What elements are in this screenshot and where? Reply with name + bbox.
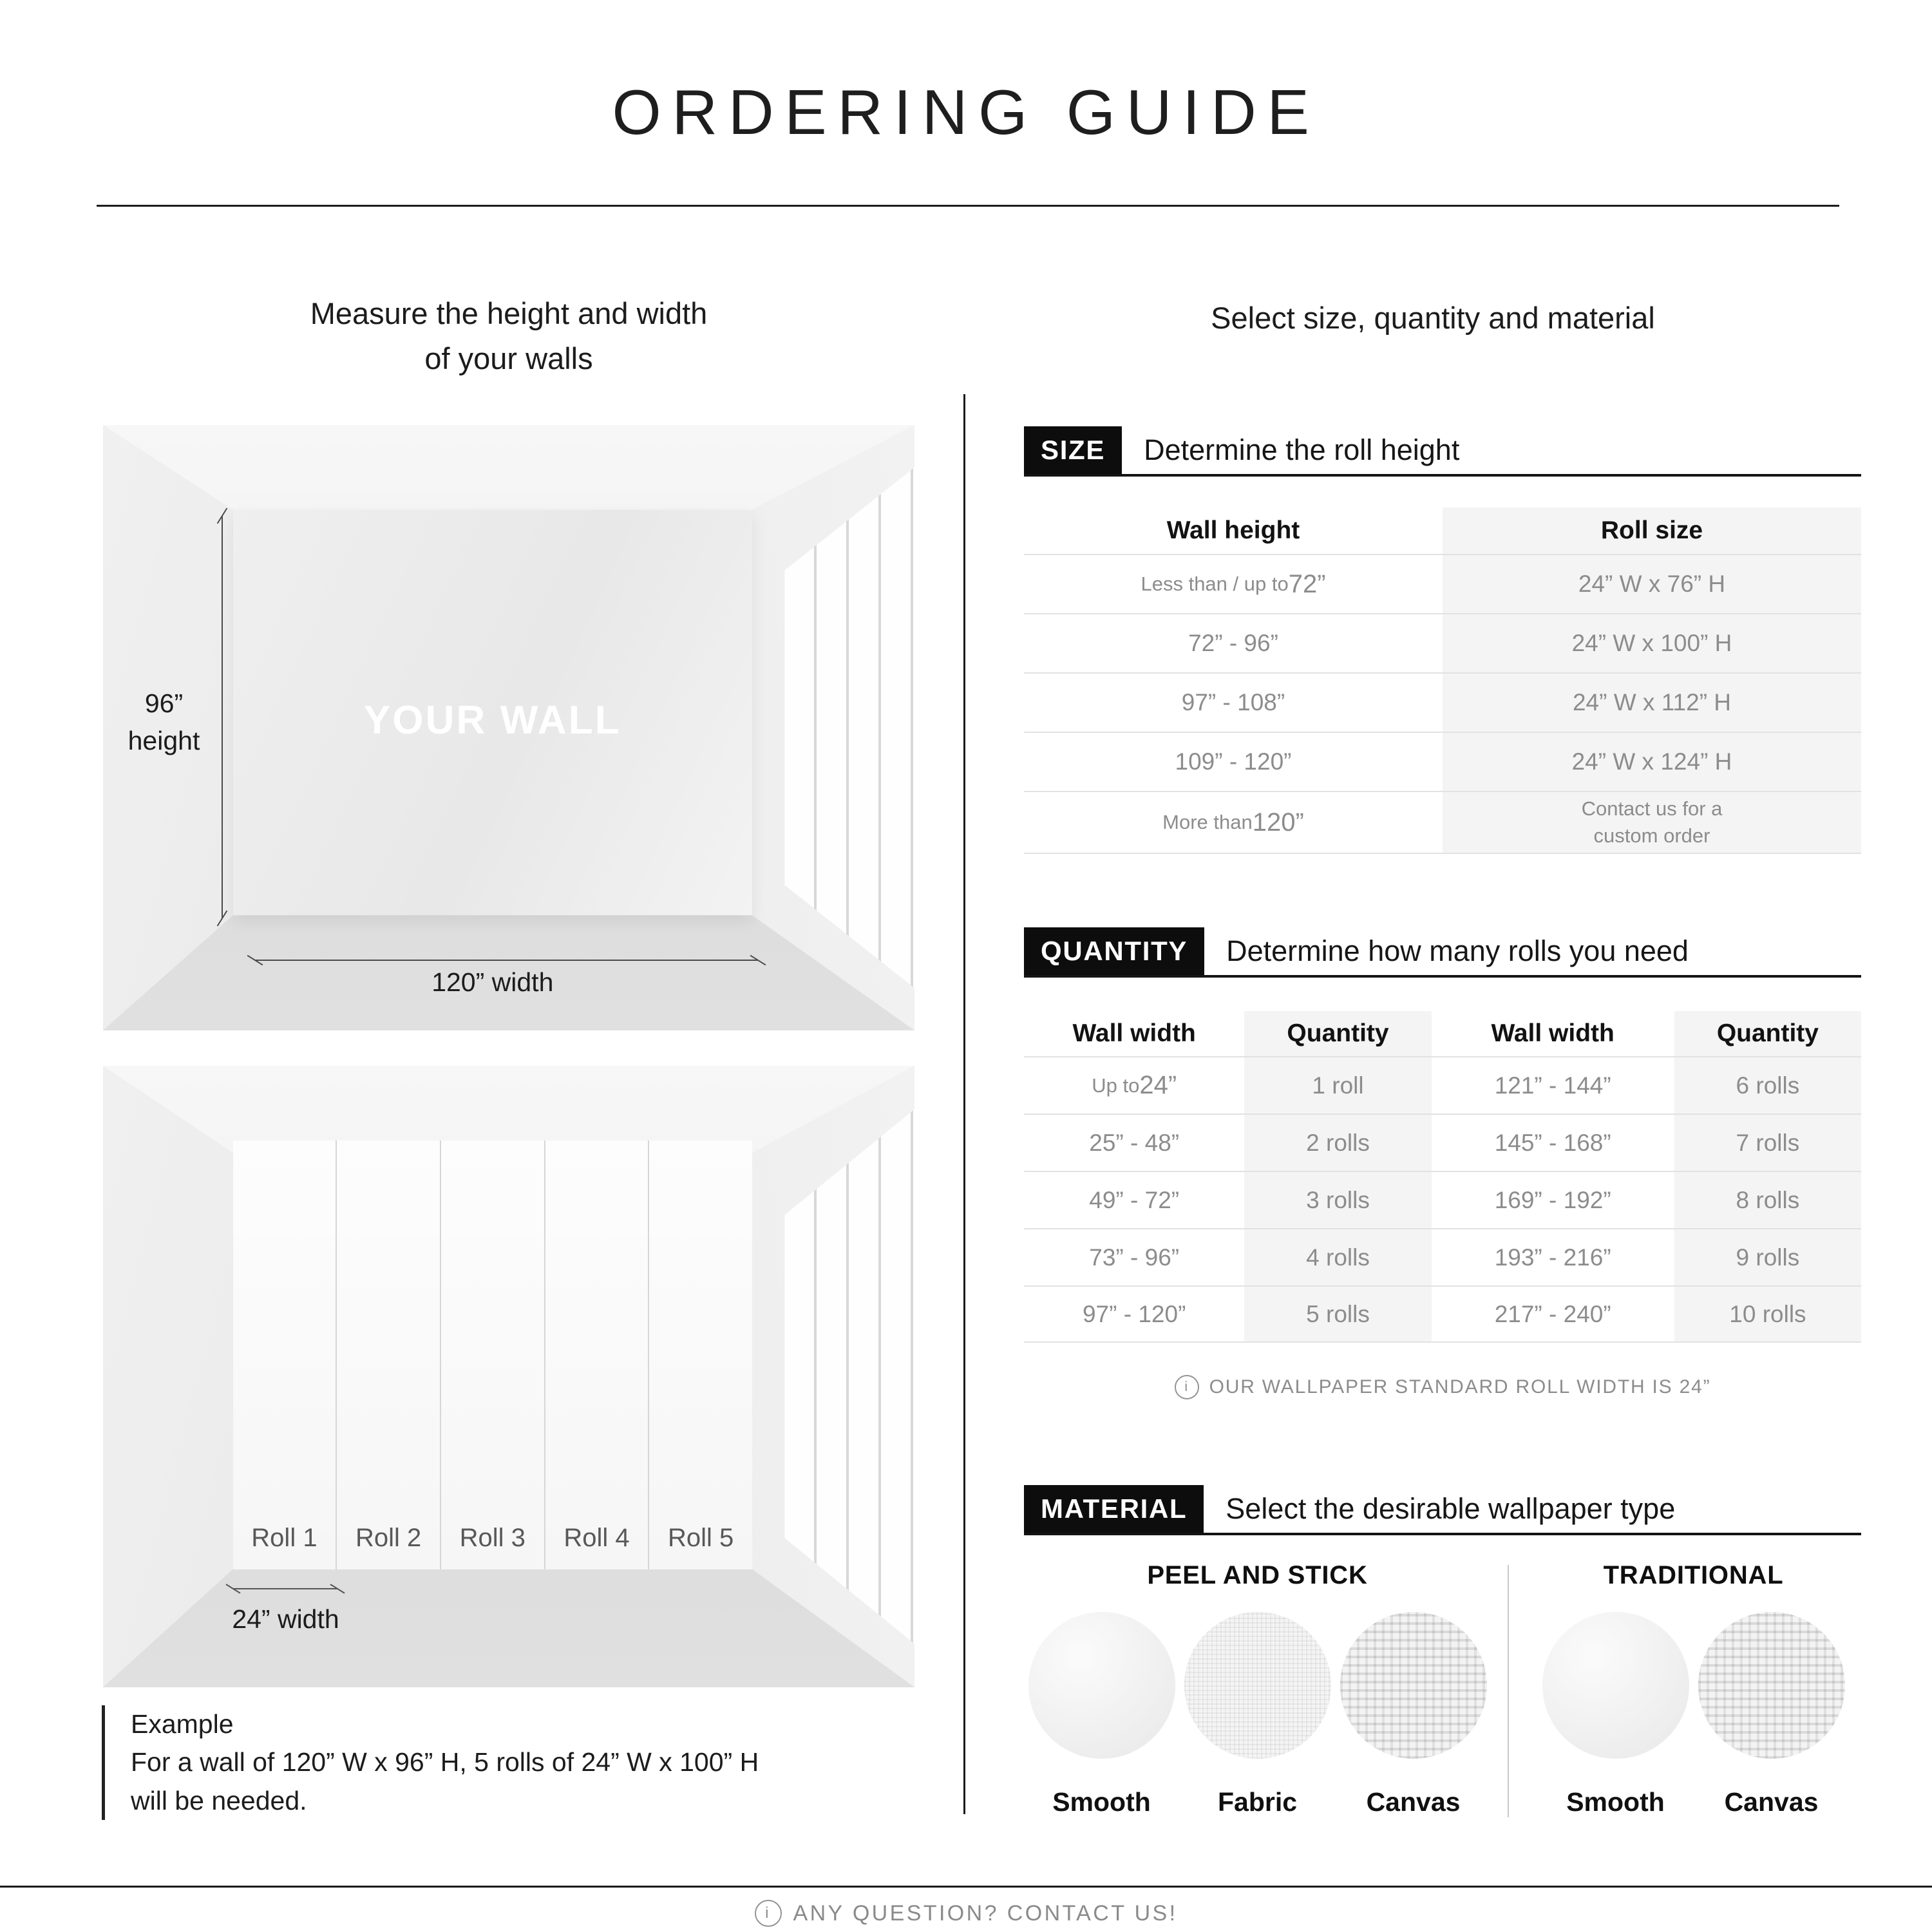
qty-cell-wall-width: 49” - 72” [1024,1171,1244,1228]
roll-panel [441,1141,545,1569]
roll-width-note [1024,1375,1861,1399]
roll-panel [649,1141,752,1569]
size-cell-roll-size: 24” W x 112” H [1443,672,1861,732]
header-divider [97,205,1839,207]
size-cell-wall-height: 97” - 108” [1024,672,1443,732]
qty-col-header-quantity: Quantity [1674,1011,1861,1056]
footer-divider [0,1886,1932,1888]
footer-note [0,1900,1932,1927]
qty-col-header-quantity: Quantity [1244,1011,1431,1056]
material-groups [1024,1561,1861,1817]
size-cell-wall-height: 109” - 120” [1024,732,1443,791]
swatch-label: Smooth [1566,1787,1665,1817]
quantity-section-header [1024,927,1861,978]
size-section [1024,426,1861,854]
width-measure-line [255,960,758,961]
roll-panels [233,1141,752,1569]
swatch-label: Canvas [1724,1787,1819,1817]
swatch-smooth [1028,1612,1175,1817]
fabric-texture-icon [1184,1612,1331,1759]
roll-label: Roll 5 [667,1523,734,1552]
size-cell-wall-height: 72” - 96” [1024,613,1443,672]
quantity-table [1024,1011,1861,1343]
roll-label: Roll 1 [251,1523,317,1552]
roll-label: Roll 2 [355,1523,422,1552]
roll-width-measure-line [233,1588,338,1589]
canvas-texture-icon [1340,1612,1487,1759]
roll-width-note-text: OUR WALLPAPER STANDARD ROLL WIDTH IS 24” [1209,1376,1711,1397]
measure-heading: Measure the height and width of your walls [310,296,708,375]
qty-col-header-wall-width: Wall width [1072,1019,1196,1047]
qty-cell-quantity: 8 rolls [1674,1171,1861,1228]
qty-cell-quantity: 6 rolls [1674,1056,1861,1113]
qty-cell-quantity: 2 rolls [1244,1113,1431,1171]
canvas-texture-icon [1698,1612,1845,1759]
cell-text: 24” [1139,1071,1177,1099]
qty-cell-quantity: 10 rolls [1674,1285,1861,1343]
swatch-label: Canvas [1366,1787,1461,1817]
select-heading: Select size, quantity and material [1211,301,1655,335]
qty-cell-quantity: 7 rolls [1674,1113,1861,1171]
swatch-label: Smooth [1052,1787,1151,1817]
material-divider [1508,1565,1509,1817]
qty-cell-wall-width: 73” - 96” [1024,1228,1244,1285]
qty-col-header-wall-width: Wall width [1491,1019,1615,1047]
example-line: For a wall of 120” W x 96” H, 5 rolls of 24” W x 100” H [131,1747,759,1777]
smooth-texture-icon [1542,1612,1689,1759]
cell-text: 120” [1252,808,1304,837]
size-tag: SIZE [1024,426,1122,474]
size-cell-wall-height [1024,791,1443,854]
roll-label: Roll 4 [564,1523,630,1552]
qty-cell-quantity: 9 rolls [1674,1228,1861,1285]
qty-cell-wall-width: 25” - 48” [1024,1113,1244,1171]
swatch-label: Fabric [1217,1787,1298,1817]
qty-cell-quantity: 1 roll [1244,1056,1431,1113]
swatch-canvas [1340,1612,1487,1817]
size-cell-roll-size: Contact us for a custom order [1443,791,1861,854]
cell-text: Up to [1092,1074,1140,1097]
material-group-title: TRADITIONAL [1603,1561,1784,1589]
size-section-header [1024,426,1861,477]
qty-cell-wall-width: 193” - 216” [1432,1228,1674,1285]
quantity-tag: QUANTITY [1024,927,1204,975]
qty-cell-wall-width: 217” - 240” [1432,1285,1674,1343]
size-cell-roll-size: 24” W x 100” H [1443,613,1861,672]
qty-cell-quantity: 5 rolls [1244,1285,1431,1343]
width-label: 120” width [431,967,554,998]
roll-panel [545,1141,650,1569]
material-group-traditional [1526,1561,1861,1817]
room-illustration-measure [103,425,914,1030]
roll-label: Roll 3 [459,1523,526,1552]
column-divider [963,394,965,1814]
roll-panel [233,1141,337,1569]
swatch-fabric [1184,1612,1331,1817]
roll-width-label: 24” width [232,1604,339,1634]
cell-text: 72” [1288,569,1326,598]
qty-cell-wall-width: 145” - 168” [1432,1113,1674,1171]
quantity-section [1024,927,1861,1399]
qty-cell-quantity: 4 rolls [1244,1228,1431,1285]
qty-cell-wall-width: 121” - 144” [1432,1056,1674,1113]
swatch-row [1526,1612,1861,1817]
roll-panel [337,1141,441,1569]
size-table [1024,507,1861,854]
example-heading: Example [131,1709,234,1739]
size-cell-wall-height [1024,554,1443,613]
info-icon: i [1175,1375,1199,1399]
quantity-subtitle: Determine how many rolls you need [1226,934,1689,967]
example-line: will be needed. [131,1785,307,1815]
qty-cell-wall-width [1024,1056,1244,1113]
material-group-peel-and-stick [1024,1561,1491,1817]
room-illustration-rolls [103,1066,914,1687]
footer-text: ANY QUESTION? CONTACT US! [793,1900,1178,1926]
page-title: ORDERING GUIDE [612,77,1320,147]
material-section [1024,1485,1861,1817]
swatch-row [1024,1612,1491,1817]
cell-text: Less than / up to [1141,573,1289,595]
info-icon: i [755,1900,782,1927]
example-note [102,1705,910,1820]
smooth-texture-icon [1028,1612,1175,1759]
material-tag: MATERIAL [1024,1485,1204,1533]
cell-text: More than [1162,811,1253,833]
material-group-title: PEEL AND STICK [1147,1561,1368,1589]
your-wall-label: YOUR WALL [363,698,621,743]
size-subtitle: Determine the roll height [1144,433,1460,466]
qty-cell-wall-width: 169” - 192” [1432,1171,1674,1228]
size-cell-roll-size: 24” W x 124” H [1443,732,1861,791]
size-col-header-roll-size: Roll size [1443,507,1861,554]
size-col-header-wall-height: Wall height [1166,516,1300,544]
height-measure-line [222,516,223,918]
material-subtitle: Select the desirable wallpaper type [1226,1492,1676,1525]
material-section-header [1024,1485,1861,1535]
size-cell-roll-size: 24” W x 76” H [1443,554,1861,613]
qty-cell-quantity: 3 rolls [1244,1171,1431,1228]
swatch-canvas [1698,1612,1845,1817]
qty-cell-wall-width: 97” - 120” [1024,1285,1244,1343]
height-label: 96” height [128,688,200,755]
swatch-smooth [1542,1612,1689,1817]
